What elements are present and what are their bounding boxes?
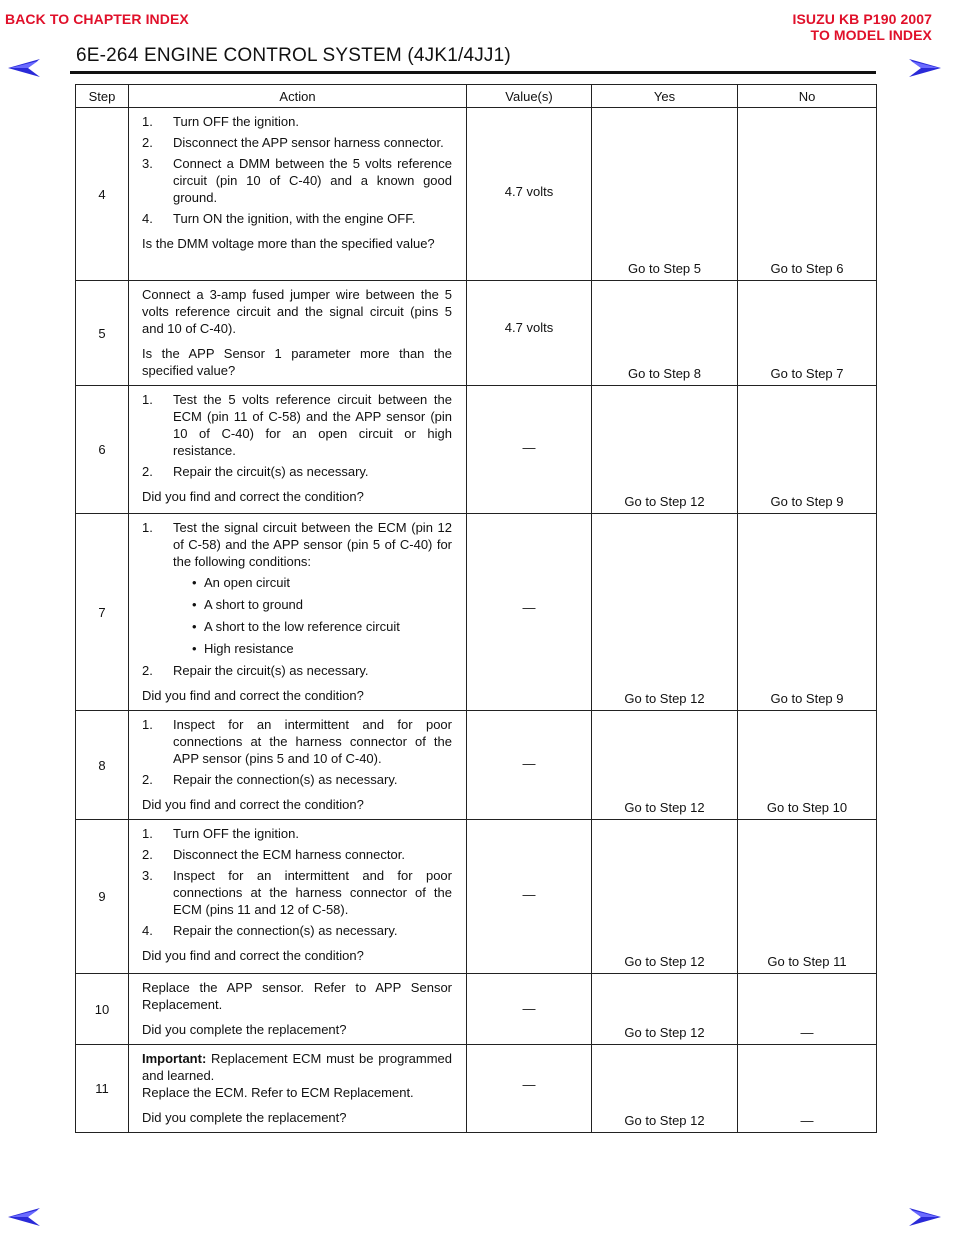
- action-cell: [129, 514, 467, 711]
- no-cell: Go to Step 10: [738, 711, 877, 820]
- step-number: 5: [76, 281, 129, 386]
- action-cell: [129, 281, 467, 386]
- action-cell: [129, 711, 467, 820]
- yes-cell: Go to Step 12: [592, 514, 738, 711]
- list-item: 1. Turn OFF the ignition.: [142, 826, 299, 841]
- value-cell: —: [467, 514, 592, 711]
- bullet-item: • A short to ground: [192, 597, 304, 612]
- table-row: [76, 281, 877, 386]
- step-number: 9: [76, 820, 129, 974]
- step-number: 11: [76, 1045, 129, 1133]
- no-cell: Go to Step 9: [738, 386, 877, 514]
- bullet-item: • High resistance: [192, 641, 294, 656]
- header-values: Value(s): [467, 85, 592, 108]
- question-text: Is the DMM voltage more than the specified value?: [142, 236, 435, 251]
- yes-cell: Go to Step 12: [592, 974, 738, 1045]
- question-text: Did you find and correct the condition?: [142, 688, 364, 703]
- question-text: Did you find and correct the condition?: [142, 489, 364, 504]
- yes-cell: Go to Step 5: [592, 108, 738, 281]
- brand-line: ISUZU KB P190 2007: [792, 11, 932, 27]
- yes-cell: Go to Step 8: [592, 281, 738, 386]
- step-number: 7: [76, 514, 129, 711]
- list-item: 1. Test the 5 volts reference circuit between the ECM (pin 11 of C-58) and the APP sensor (pin 10 of C-40) for an open circuit or high resistance.: [142, 392, 452, 458]
- action-paragraph: Connect a 3-amp fused jumper wire between the 5 volts reference circuit and the signal circuit (pins 5 and 10 of C-40).: [142, 287, 452, 336]
- list-item: 1. Inspect for an intermittent and for poor connections at the harness connector of the APP sensor (pins 5 and 10 of C-40).: [142, 717, 452, 766]
- to-model-index-link[interactable]: TO MODEL INDEX: [810, 27, 932, 43]
- no-cell: Go to Step 7: [738, 281, 877, 386]
- list-item: 4. Turn ON the ignition, with the engine OFF.: [142, 211, 416, 226]
- action-cell: [129, 974, 467, 1045]
- yes-cell: Go to Step 12: [592, 820, 738, 974]
- value-cell: —: [467, 974, 592, 1045]
- diagnostic-table: [75, 84, 877, 1133]
- list-item: 2. Repair the connection(s) as necessary.: [142, 772, 398, 787]
- bullet-item: • A short to the low reference circuit: [192, 619, 400, 634]
- value-cell: 4.7 volts: [467, 281, 592, 386]
- list-item: 1. Turn OFF the ignition.: [142, 114, 299, 129]
- value-cell: 4.7 volts: [467, 108, 592, 281]
- previous-page-arrow-icon[interactable]: [8, 59, 40, 77]
- page-title: 6E-264 ENGINE CONTROL SYSTEM (4JK1/4JJ1): [76, 45, 511, 66]
- step-number: 6: [76, 386, 129, 514]
- no-cell: Go to Step 11: [738, 820, 877, 974]
- question-text: Is the APP Sensor 1 parameter more than the specified value?: [142, 346, 452, 378]
- list-item: 2. Repair the circuit(s) as necessary.: [142, 663, 369, 678]
- important-label: Important:: [142, 1051, 207, 1066]
- table-row: [76, 974, 877, 1045]
- yes-cell: Go to Step 12: [592, 711, 738, 820]
- value-cell: —: [467, 1045, 592, 1133]
- list-item: 4. Repair the connection(s) as necessary.: [142, 923, 398, 938]
- yes-cell: Go to Step 12: [592, 386, 738, 514]
- header-yes: Yes: [592, 85, 738, 108]
- step-number: 8: [76, 711, 129, 820]
- question-text: Did you find and correct the condition?: [142, 948, 364, 963]
- action-paragraph: Replace the ECM. Refer to ECM Replacement.: [142, 1085, 414, 1100]
- action-cell: [129, 108, 467, 281]
- question-text: Did you complete the replacement?: [142, 1022, 347, 1037]
- next-page-arrow-icon[interactable]: [909, 1208, 941, 1226]
- step-number: 4: [76, 108, 129, 281]
- action-cell: [129, 386, 467, 514]
- list-item: 1. Test the signal circuit between the ECM (pin 12 of C-58) and the APP sensor (pin 5 of C-40) for the following conditions: • An open circuit • A short to ground • A short to the low reference circuit • High resistance: [142, 520, 452, 656]
- step-number: 10: [76, 974, 129, 1045]
- header-action: Action: [129, 85, 467, 108]
- next-page-arrow-icon[interactable]: [909, 59, 941, 77]
- table-row: [76, 820, 877, 974]
- header-step: Step: [76, 85, 129, 108]
- list-item: 3. Connect a DMM between the 5 volts reference circuit (pin 10 of C-40) and a known good ground.: [142, 156, 452, 205]
- list-item: 2. Disconnect the ECM harness connector.: [142, 847, 405, 862]
- table-row: [76, 711, 877, 820]
- no-cell: Go to Step 6: [738, 108, 877, 281]
- table-row: [76, 514, 877, 711]
- table-row: [76, 108, 877, 281]
- action-paragraph: Replace the APP sensor. Refer to APP Sensor Replacement.: [142, 980, 452, 1012]
- table-header-row: [76, 85, 877, 108]
- list-item: 3. Inspect for an intermittent and for poor connections at the harness connector of the ECM (pins 11 and 12 of C-58).: [142, 868, 452, 917]
- bullet-item: • An open circuit: [192, 575, 290, 590]
- header-no: No: [738, 85, 877, 108]
- previous-page-arrow-icon[interactable]: [8, 1208, 40, 1226]
- action-cell: [129, 1045, 467, 1133]
- question-text: Did you complete the replacement?: [142, 1110, 347, 1125]
- no-cell: Go to Step 9: [738, 514, 877, 711]
- no-cell: —: [738, 974, 877, 1045]
- list-item: 2. Repair the circuit(s) as necessary.: [142, 464, 369, 479]
- no-cell: —: [738, 1045, 877, 1133]
- value-cell: —: [467, 386, 592, 514]
- action-cell: [129, 820, 467, 974]
- yes-cell: Go to Step 12: [592, 1045, 738, 1133]
- back-to-chapter-index-link[interactable]: BACK TO CHAPTER INDEX: [5, 11, 189, 27]
- important-note: Important: Replacement ECM must be programmed and learned.: [142, 1051, 452, 1083]
- model-nav: [792, 11, 932, 43]
- question-text: Did you find and correct the condition?: [142, 797, 364, 812]
- value-cell: —: [467, 820, 592, 974]
- table-row: [76, 386, 877, 514]
- table-row: [76, 1045, 877, 1133]
- list-item: 2. Disconnect the APP sensor harness connector.: [142, 135, 444, 150]
- header-rule: [70, 71, 876, 74]
- value-cell: —: [467, 711, 592, 820]
